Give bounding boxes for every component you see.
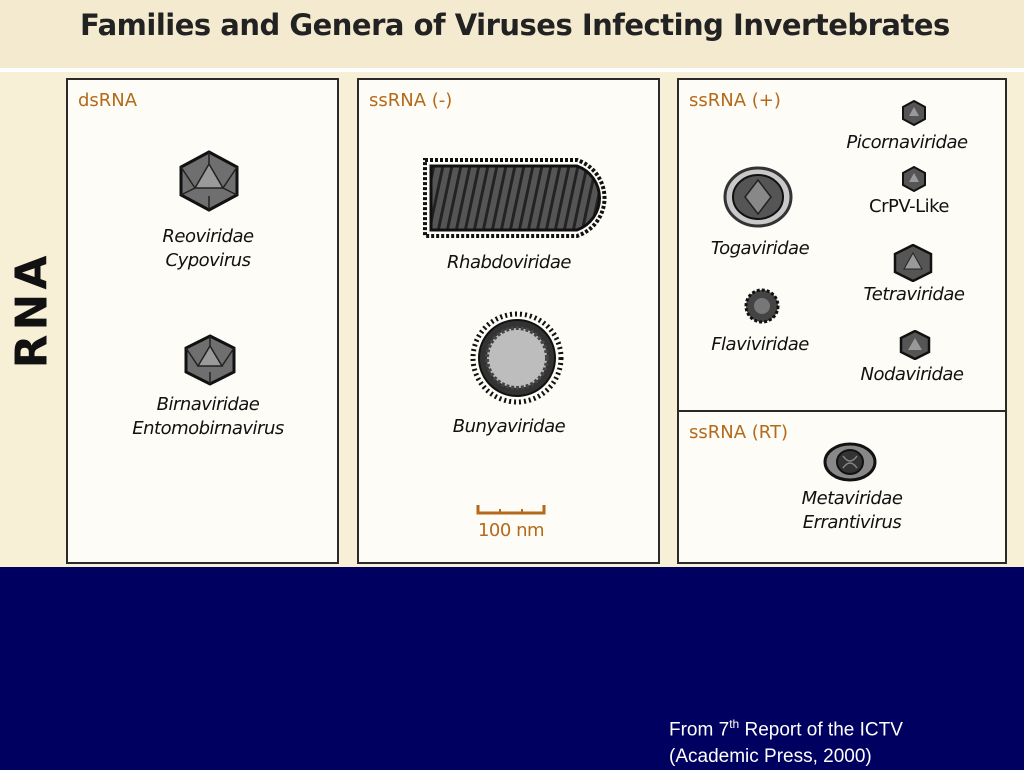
label-crpv-like: CrPV-Like	[869, 196, 949, 217]
source-note	[669, 711, 903, 770]
panel-ssrna-rt	[677, 410, 1007, 564]
picornaviridae-virion-icon	[901, 100, 927, 126]
title-band	[0, 0, 1024, 72]
label-errantivirus: Errantivirus	[802, 512, 902, 533]
panel-ssrna-positive	[677, 78, 1007, 412]
label-reoviridae: Reoviridae	[162, 226, 254, 247]
tetraviridae-virion-icon	[893, 244, 933, 282]
figure-title: Families and Genera of Viruses Infecting Invertebrates	[80, 8, 950, 42]
metaviridae-virion-icon	[823, 442, 877, 482]
panel-title-ssrna-negative: ssRNA (-)	[369, 90, 453, 111]
scale-bar-icon	[475, 504, 547, 516]
flaviviridae-virion-icon	[743, 288, 781, 324]
label-flaviviridae: Flaviviridae	[711, 334, 809, 355]
source-line-2: (Academic Press, 2000)	[669, 746, 872, 768]
rhabdoviridae-virion-icon	[417, 154, 625, 242]
label-birnaviridae: Birnaviridae	[156, 394, 260, 415]
panel-title-ssrna-positive: ssRNA (+)	[689, 90, 781, 111]
label-togaviridae: Togaviridae	[710, 238, 810, 259]
label-tetraviridae: Tetraviridae	[863, 284, 965, 305]
label-rhabdoviridae: Rhabdoviridae	[447, 252, 571, 273]
panel-title-dsrna: dsRNA	[78, 90, 138, 111]
label-bunyaviridae: Bunyaviridae	[452, 416, 566, 437]
rna-group-label: RNA	[6, 251, 58, 369]
scale-bar-label: 100 nm	[477, 520, 545, 541]
bunyaviridae-virion-icon	[469, 310, 565, 406]
source-line-1-post: Report of the ICTV	[739, 719, 903, 741]
label-cypovirus: Cypovirus	[165, 250, 251, 271]
birnaviridae-virion-icon	[182, 334, 238, 386]
crpv-like-virion-icon	[901, 166, 927, 192]
nodaviridae-virion-icon	[899, 330, 931, 360]
label-picornaviridae: Picornaviridae	[846, 132, 968, 153]
source-line-1-sup: th	[729, 717, 740, 731]
source-line-1	[669, 711, 903, 743]
togaviridae-virion-icon	[723, 166, 793, 228]
rna-label-wrap	[0, 200, 64, 420]
label-entomobirnavirus: Entomobirnavirus	[132, 418, 284, 439]
reoviridae-virion-icon	[176, 150, 242, 212]
panel-title-ssrna-rt: ssRNA (RT)	[689, 422, 788, 443]
label-nodaviridae: Nodaviridae	[860, 364, 964, 385]
panel-ssrna-negative	[357, 78, 660, 564]
panel-dsrna	[66, 78, 339, 564]
label-metaviridae: Metaviridae	[801, 488, 903, 509]
source-line-1-pre: From 7	[669, 719, 730, 741]
